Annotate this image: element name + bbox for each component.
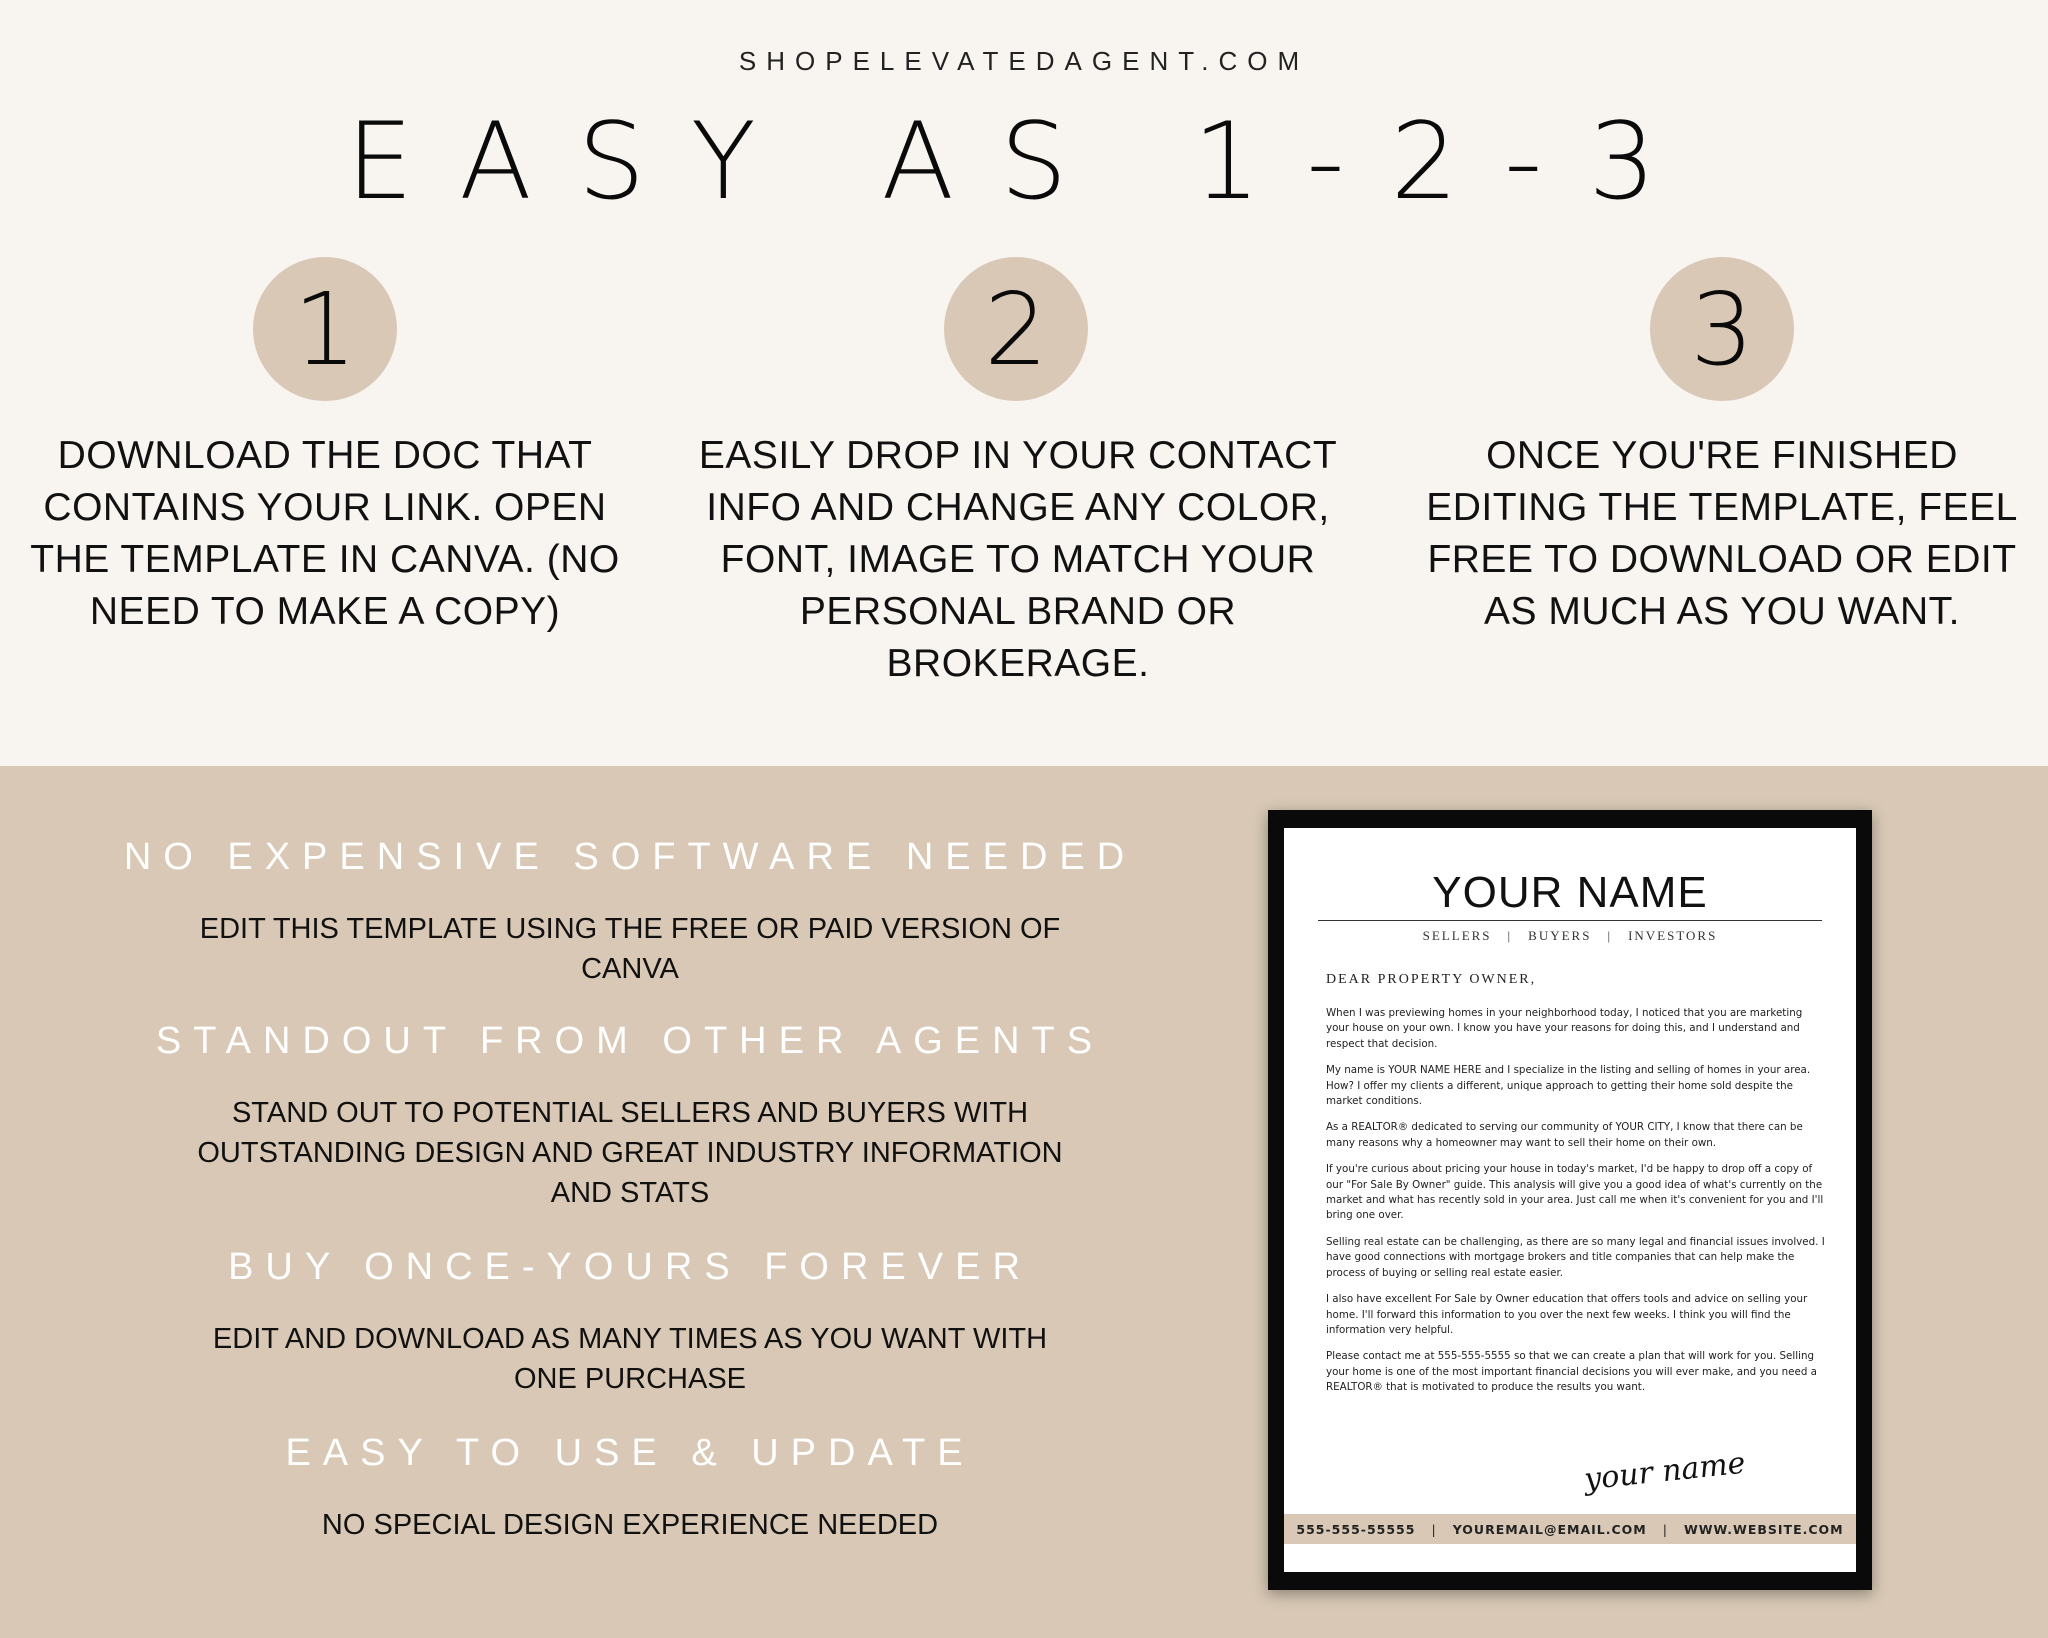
separator: | (1662, 1521, 1668, 1537)
footer-email: YOUREMAIL@EMAIL.COM (1452, 1521, 1647, 1537)
step-description: EASILY DROP IN YOUR CONTACT INFO AND CHANGE ANY COLOR, FONT, IMAGE TO MATCH YOUR PERSONAL BRAND OR BROKERAGE. (698, 434, 1338, 685)
letter-footer (1284, 1514, 1856, 1544)
letter-paragraph: If you're curious about pricing your house in today's market, I'd be happy to drop off a copy of our "For Sale By Owner" guide. This analysis will give you a good idea of what's currently on the market and what has recently sold in your area. Just call me when it's convenient for you and I'll bring one over. (1326, 1163, 1824, 1222)
footer-phone: 555-555-55555 (1296, 1521, 1416, 1537)
step-2 (698, 0, 1338, 766)
step-number-circle: 2 (944, 257, 1088, 401)
feature-title: EASY TO USE & UPDATE (285, 1432, 975, 1474)
feature-description: EDIT THIS TEMPLATE USING THE FREE OR PAID VERSION OF CANVA (199, 913, 1061, 985)
separator: | (1431, 1521, 1437, 1537)
feature-title: STANDOUT FROM OTHER AGENTS (155, 1020, 1105, 1062)
letter-agent-name: YOUR NAME (1432, 868, 1708, 917)
letter-category: SELLERS (1422, 928, 1492, 943)
letter-signature: your name (1582, 1445, 1748, 1498)
letter-paragraph: As a REALTOR® dedicated to serving our community of YOUR CITY, I know that there can be many reasons why a homeowner may want to sell their home on their own. (1326, 1121, 1803, 1149)
step-1 (5, 0, 645, 766)
separator: | (1607, 928, 1613, 943)
footer-website: WWW.WEBSITE.COM (1683, 1521, 1844, 1537)
letter-categories (1284, 928, 1856, 944)
feature-title: BUY ONCE-YOURS FOREVER (228, 1246, 1032, 1288)
feature-description: EDIT AND DOWNLOAD AS MANY TIMES AS YOU WANT WITH ONE PURCHASE (212, 1323, 1048, 1395)
letter-paragraph: I also have excellent For Sale by Owner education that offers tools and advice on selling your home. I'll forward this information to you over the next few weeks. I think you will find the information very helpful. (1326, 1293, 1808, 1336)
letter-paragraph: When I was previewing homes in your neighborhood today, I noticed that you are marketing your house on your own. I know you have your reasons for doing this, and I understand and respect that decision. (1326, 1007, 1803, 1050)
feature-title: NO EXPENSIVE SOFTWARE NEEDED (123, 836, 1137, 878)
letter-paragraph: Please contact me at 555-555-5555 so that we can create a plan that will work for you. Selling your home is one of the most important financial decisions you will ever make, and you need a REALTOR® that is motivated to produce the results you want. (1326, 1350, 1817, 1394)
feature-description: STAND OUT TO POTENTIAL SELLERS AND BUYERS WITH OUTSTANDING DESIGN AND GREAT INDUSTRY INFORMATION AND STATS (197, 1097, 1063, 1209)
letter-category: INVESTORS (1628, 928, 1718, 943)
step-3 (1402, 0, 2042, 766)
letter-paragraph: Selling real estate can be challenging, as there are so many legal and financial issues involved. I have good connections with mortgage brokers and title companies that can help make the process of buying or selling real estate easier. (1326, 1235, 1825, 1279)
letter-preview (1284, 828, 1856, 1572)
letter-greeting: DEAR PROPERTY OWNER, (1326, 972, 1537, 987)
letter-category: BUYERS (1528, 928, 1592, 943)
step-description: ONCE YOU'RE FINISHED EDITING THE TEMPLATE, FEEL FREE TO DOWNLOAD OR EDIT AS MUCH AS YOU WANT. (1426, 434, 2018, 633)
site-url: SHOPELEVATEDAGENT.COM (738, 46, 1310, 76)
separator: | (1507, 928, 1513, 943)
step-description: DOWNLOAD THE DOC THAT CONTAINS YOUR LINK. OPEN THE TEMPLATE IN CANVA. (NO NEED TO MAKE A COPY) (30, 434, 620, 633)
letter-divider (1318, 920, 1822, 921)
step-number-circle: 3 (1650, 257, 1794, 401)
headline: EASY AS 1-2-3 (346, 100, 1702, 223)
letter-paragraph: My name is YOUR NAME HERE and I specialize in the listing and selling of homes in your area. How? I offer my clients a different, unique approach to getting their home sold despite the market conditions. (1326, 1064, 1811, 1108)
feature-description: NO SPECIAL DESIGN EXPERIENCE NEEDED (321, 1509, 939, 1541)
step-number-circle: 1 (253, 257, 397, 401)
letter-body (1326, 1006, 1826, 1407)
